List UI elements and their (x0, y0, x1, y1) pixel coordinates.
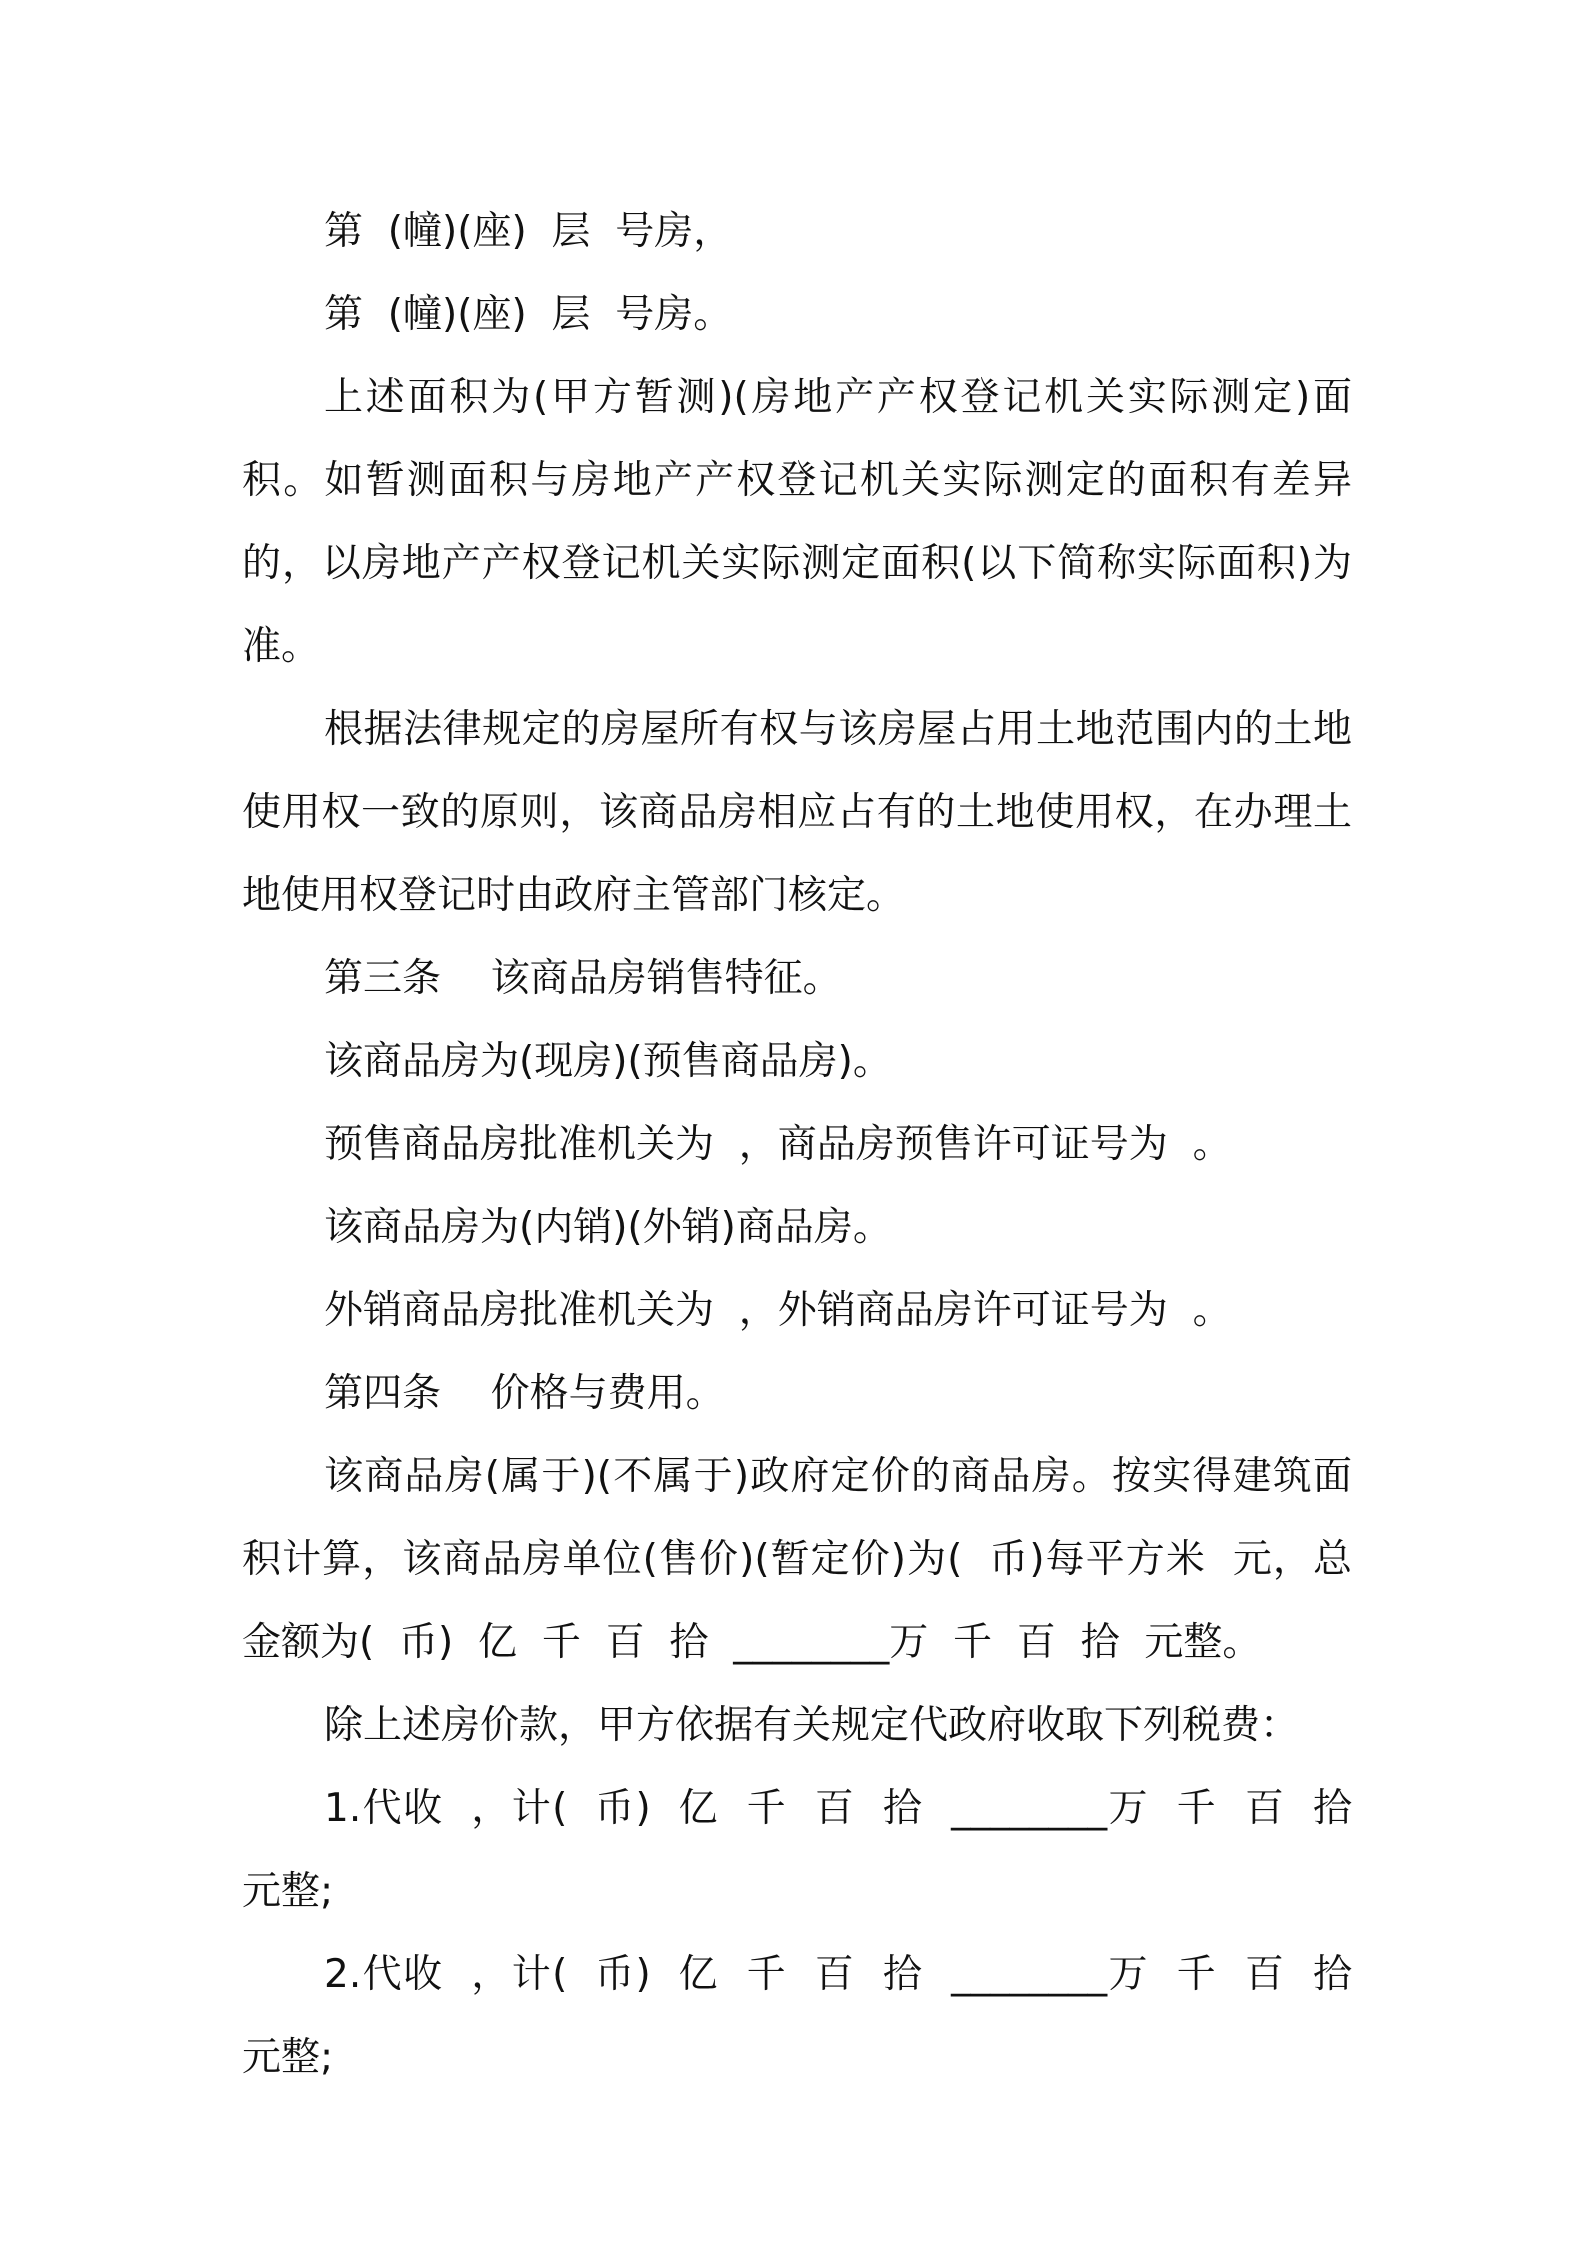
article-3-heading: 第三条 该商品房销售特征。 (324, 956, 842, 1001)
article-4-heading: 第四条 价格与费用。 (324, 1371, 725, 1416)
paragraph-domestic-foreign: 该商品房为(内销)(外销)商品房。 (324, 1205, 892, 1250)
paragraph-room-1: 第 (幢)(座) 层 号房， (324, 209, 733, 254)
paragraph-area: 上述面积为(甲方暂测)(房地产产权登记机关实际测定)面积。如暂测面积与房地产产权登记机关实际测定的面积有差异的，以房地产产权登记机关实际测定面积(以下简称实际面积)为准。 (242, 375, 1352, 669)
paragraph-foreign-permit: 外销商品房批准机关为 ，外销商品房许可证号为 。 (324, 1288, 1232, 1333)
paragraph-tax-item-1: 1.代收 ，计( 币) 亿 千 百 拾 ________万 千 百 拾 元整; (242, 1786, 1377, 1914)
paragraph-presale-permit: 预售商品房批准机关为 ，商品房预售许可证号为 。 (324, 1122, 1232, 1167)
paragraph-price: 该商品房(属于)(不属于)政府定价的商品房。按实得建筑面积计算，该商品房单位(售价)(暂定价)为( 币)每平方米 元，总金额为( 币) 亿 千 百 拾 ________万 千 百 拾 元整。 (242, 1454, 1352, 1665)
paragraph-tax-item-2: 2.代收 ，计( 币) 亿 千 百 拾 ________万 千 百 拾 元整; (242, 1952, 1377, 2080)
paragraph-taxes-intro: 除上述房价款，甲方依据有关规定代政府收取下列税费： (324, 1703, 1300, 1748)
paragraph-land-use: 根据法律规定的房屋所有权与该房屋占用土地范围内的土地使用权一致的原则，该商品房相应占有的土地使用权，在办理土地使用权登记时由政府主管部门核定。 (242, 707, 1352, 918)
document-body (242, 190, 1377, 2099)
paragraph-room-2: 第 (幢)(座) 层 号房。 (324, 292, 733, 337)
paragraph-house-type: 该商品房为(现房)(预售商品房)。 (324, 1039, 892, 1084)
